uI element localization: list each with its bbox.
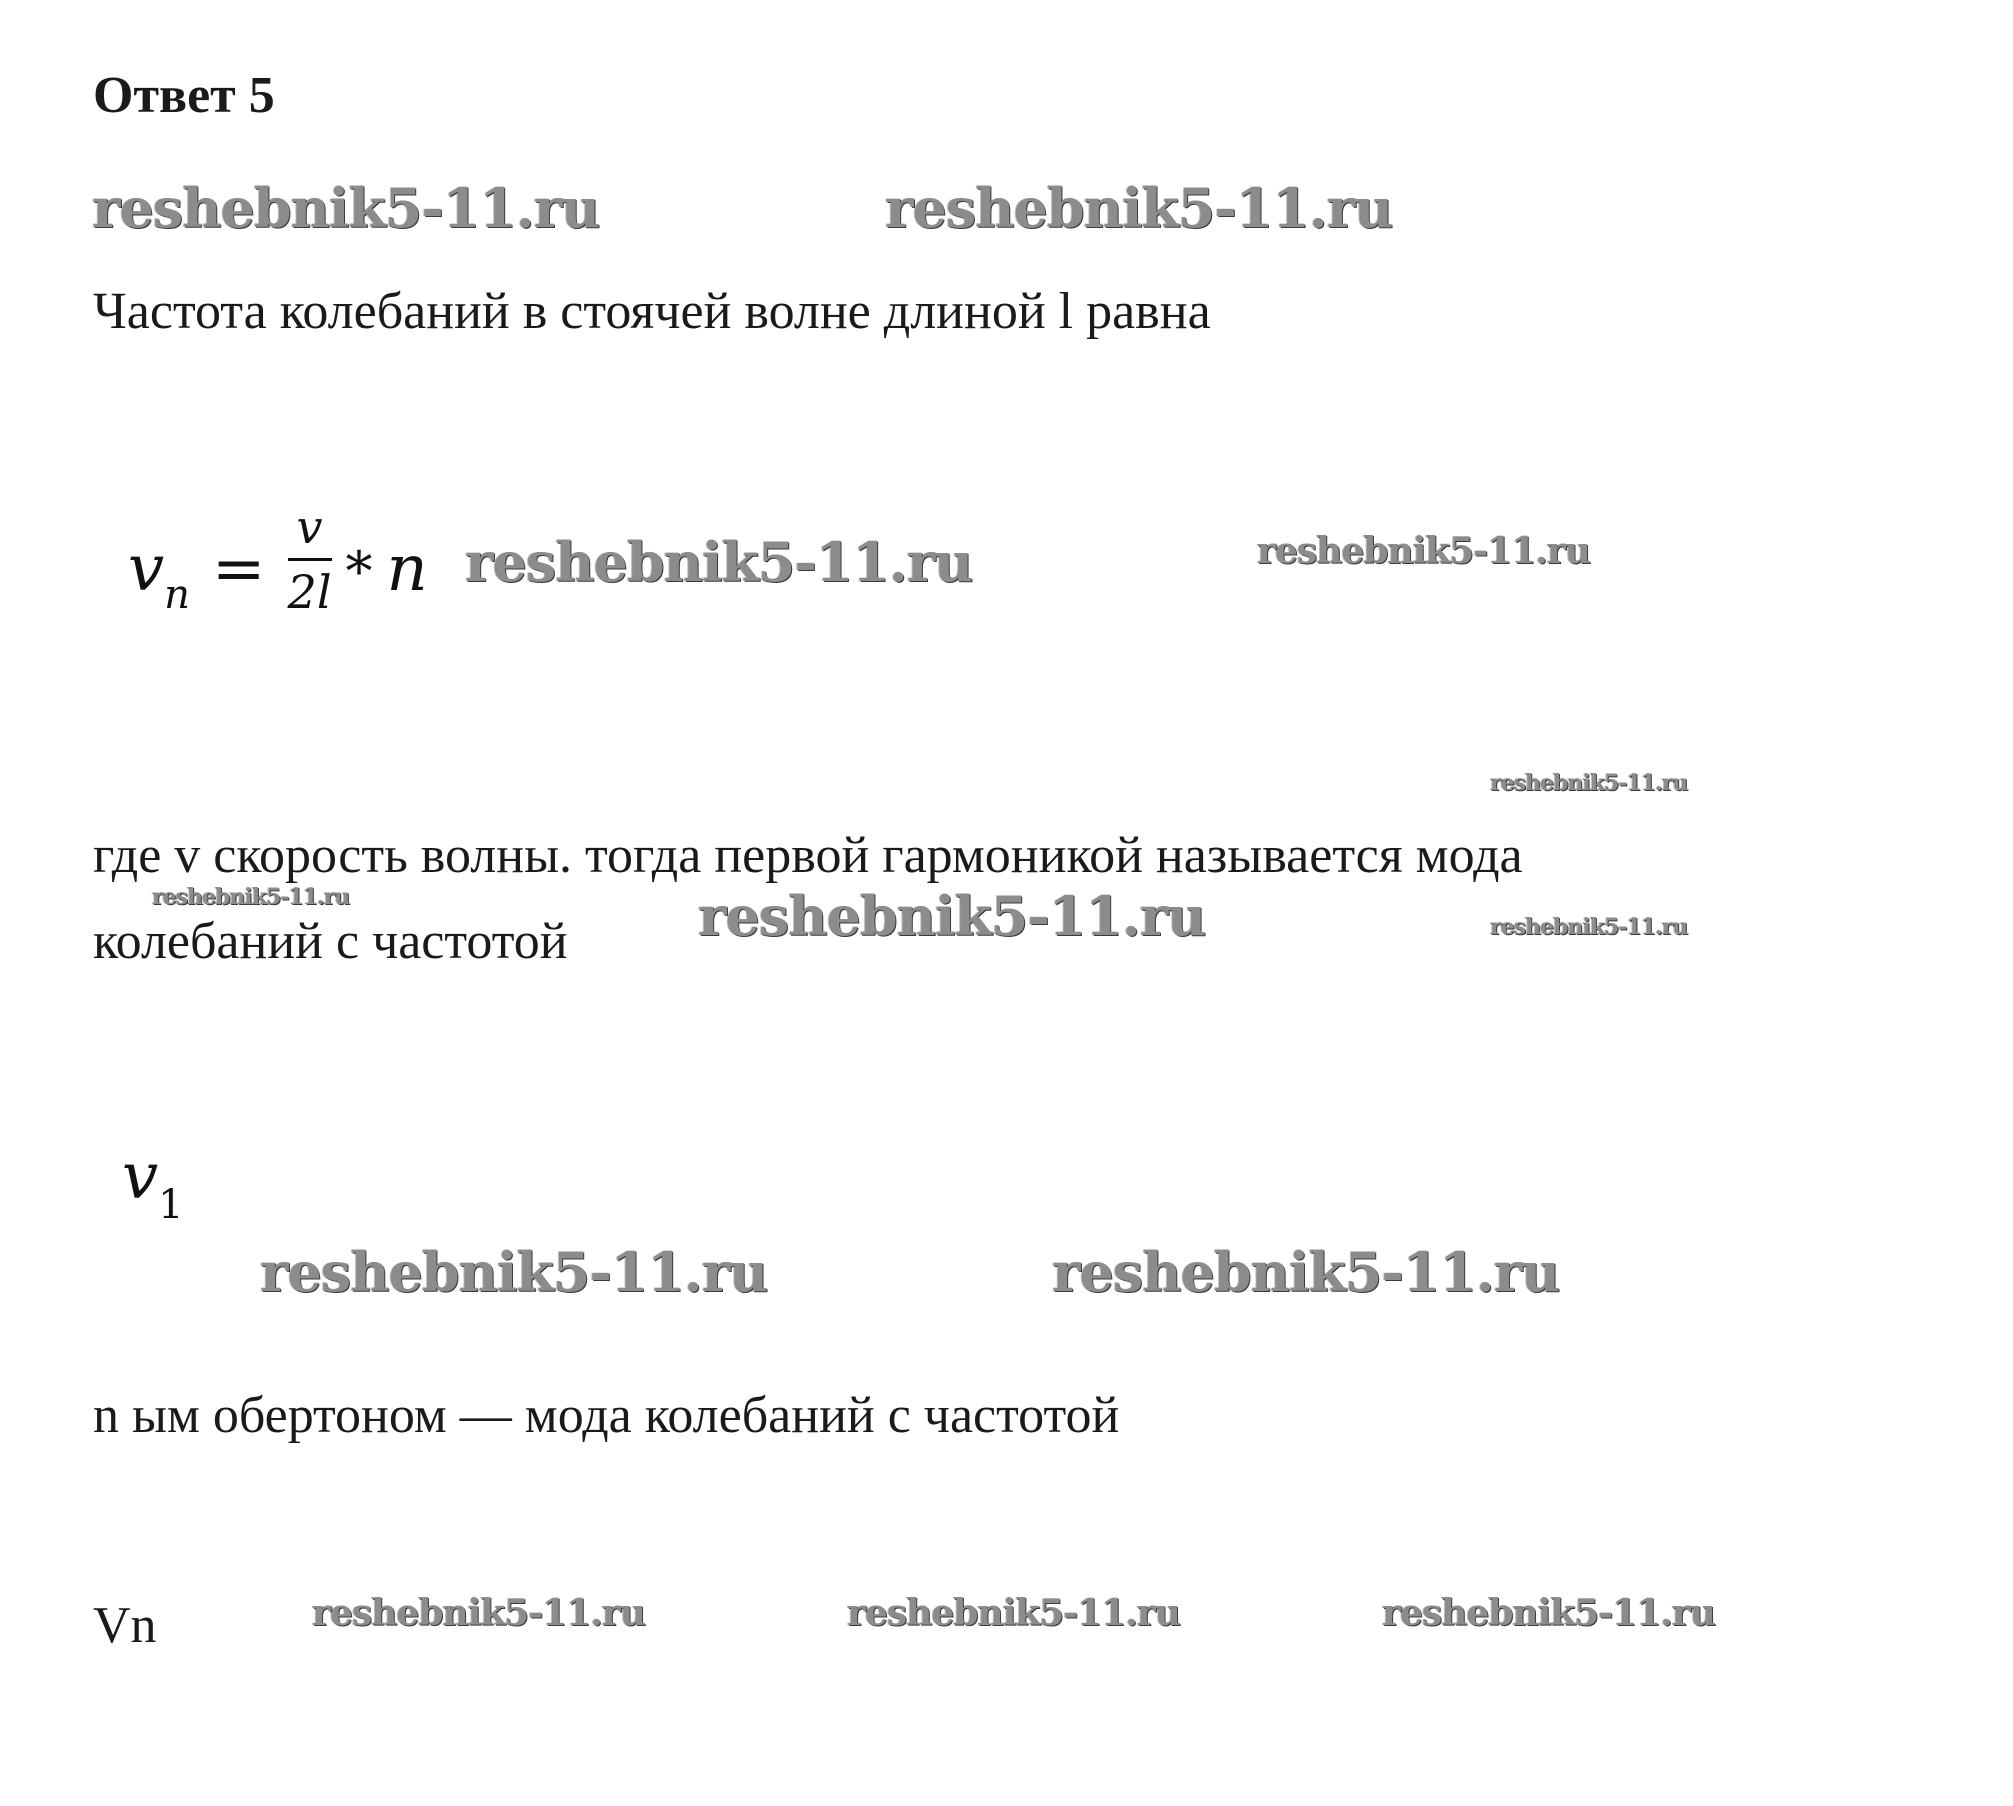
watermark: reshebnik5-11.ru <box>698 884 1206 948</box>
formula-equals: = <box>211 532 266 606</box>
formula-symbol: v <box>122 1140 159 1214</box>
formula-subscript: n <box>164 572 190 618</box>
fraction-numerator: v <box>296 500 323 554</box>
paragraph-first-harmonic-line2: колебаний с частотой <box>93 913 568 970</box>
watermark: reshebnik5-11.ru <box>885 176 1393 240</box>
formula-subscript: 1 <box>158 1182 184 1228</box>
fraction-bar <box>288 558 332 561</box>
paragraph-overtone: n ым обертоном — мода колебаний с частотой <box>93 1387 1120 1444</box>
watermark: reshebnik5-11.ru <box>1257 530 1590 572</box>
watermark: reshebnik5-11.ru <box>1382 1592 1715 1634</box>
formula-frequency-n <box>128 500 428 632</box>
fraction-denominator: 2l <box>287 565 332 619</box>
watermark: reshebnik5-11.ru <box>152 884 350 910</box>
paragraph-frequency-intro: Частота колебаний в стоячей волне длиной l равна <box>93 283 1211 340</box>
watermark: reshebnik5-11.ru <box>465 530 973 594</box>
watermark: reshebnik5-11.ru <box>312 1592 645 1634</box>
watermark: reshebnik5-11.ru <box>260 1240 768 1304</box>
watermark: reshebnik5-11.ru <box>92 176 600 240</box>
formula-multiplier: n <box>386 532 428 606</box>
paragraph-vn: Vn <box>93 1597 157 1654</box>
formula-fraction <box>288 498 332 621</box>
formula-operator: * <box>345 540 373 603</box>
formula-symbol: v <box>128 532 165 606</box>
watermark: reshebnik5-11.ru <box>1490 770 1688 796</box>
watermark: reshebnik5-11.ru <box>1490 914 1688 940</box>
watermark: reshebnik5-11.ru <box>1052 1240 1560 1304</box>
page-title: Ответ 5 <box>93 67 275 124</box>
watermark: reshebnik5-11.ru <box>847 1592 1180 1634</box>
paragraph-first-harmonic-line1: где v скорость волны. тогда первой гармоникой называется мода <box>93 827 1523 884</box>
formula-first-harmonic <box>122 1140 184 1228</box>
